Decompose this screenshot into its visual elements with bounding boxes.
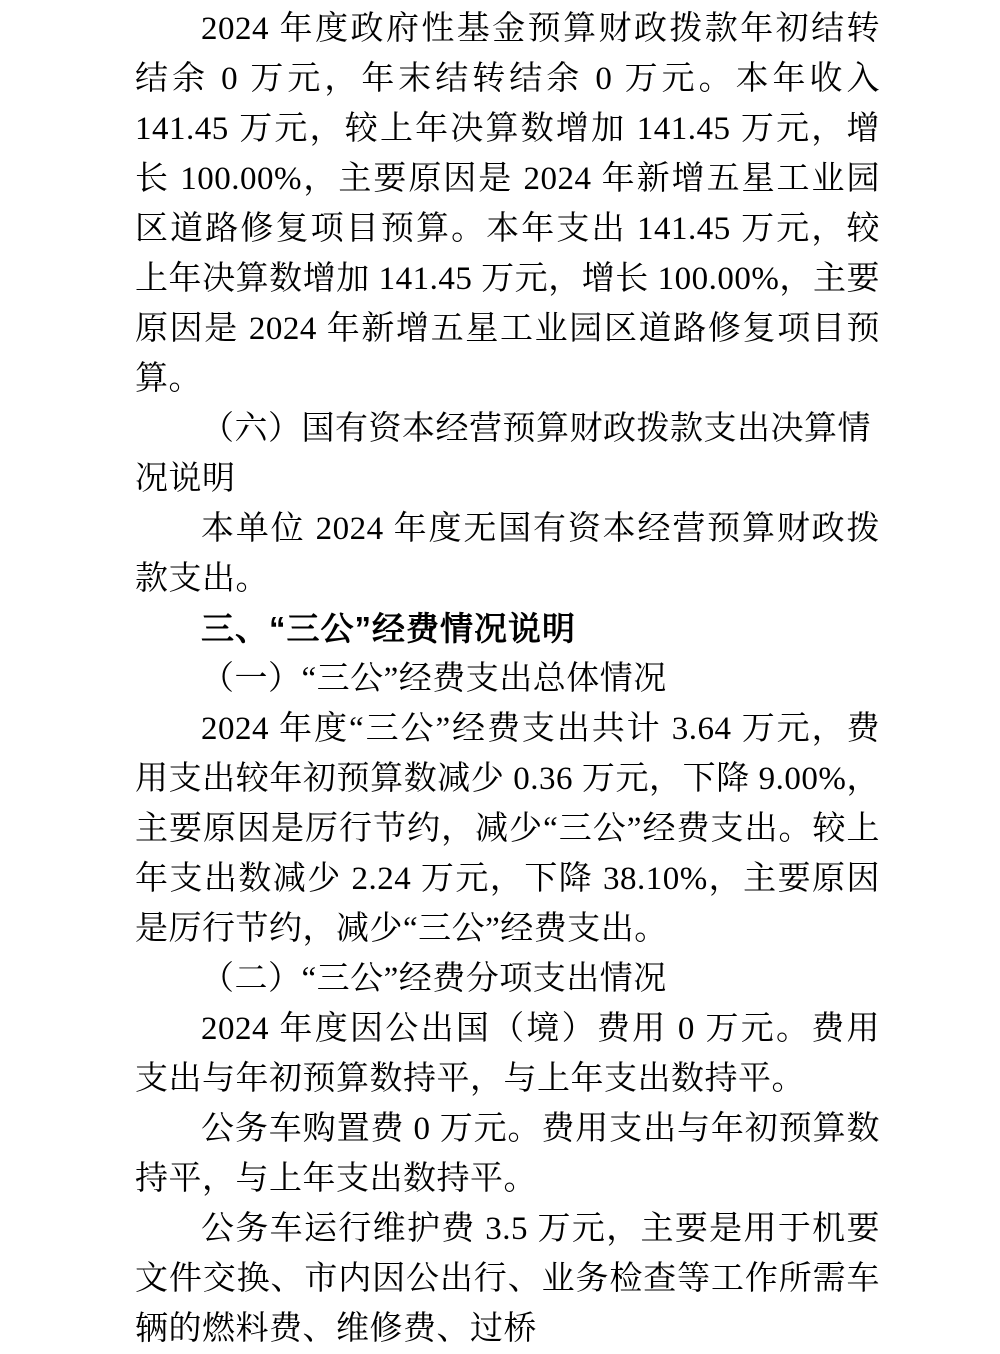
paragraph-vehicle-purchase-fee: 公务车购置费 0 万元。费用支出与年初预算数持平，与上年支出数持平。 xyxy=(135,1111,880,1197)
subheading-itemized-expenditure: （二）“三公”经费分项支出情况 xyxy=(201,961,667,997)
heading-three-public-expenses: 三、“三公”经费情况说明 xyxy=(201,610,576,647)
subheading-overall-expenditure: （一）“三公”经费支出总体情况 xyxy=(201,661,667,697)
paragraph-vehicle-maintenance-fee: 公务车运行维护费 3.5 万元，主要是用于机要文件交换、市内因公出行、业务检查等工作所需车辆的燃料费、维修费、过桥 xyxy=(135,1211,880,1347)
paragraph-overall-expenditure: 2024 年度“三公”经费支出共计 3.64 万元，费用支出较年初预算数减少 0.36 万元，下降 9.00%，主要原因是厉行节约，减少“三公”经费支出。较上年支出数减少 2.24 万元，下降 38.10%，主要原因是厉行节约，减少“三公”经费支出。 xyxy=(135,711,880,947)
paragraph-overseas-travel-fee: 2024 年度因公出国（境）费用 0 万元。费用支出与年初预算数持平，与上年支出数持平。 xyxy=(135,1011,880,1097)
subheading-state-capital-budget: （六）国有资本经营预算财政拨款支出决算情况说明 xyxy=(135,411,871,497)
paragraph-no-state-capital-expend: 本单位 2024 年度无国有资本经营预算财政拨款支出。 xyxy=(135,511,880,597)
paragraph-gov-fund-balance: 2024 年度政府性基金预算财政拨款年初结转结余 0 万元，年末结转结余 0 万元。本年收入 141.45 万元，较上年决算数增加 141.45 万元，增长 100.00%，主要原因是 2024 年新增五星工业园区道路修复项目预算。本年支出 141.45 万元，较上年决算数增加 141.45 万元，增长 100.00%，主要原因是 2024 年新增五星工业园区道路修复项目预算。 xyxy=(135,11,880,397)
